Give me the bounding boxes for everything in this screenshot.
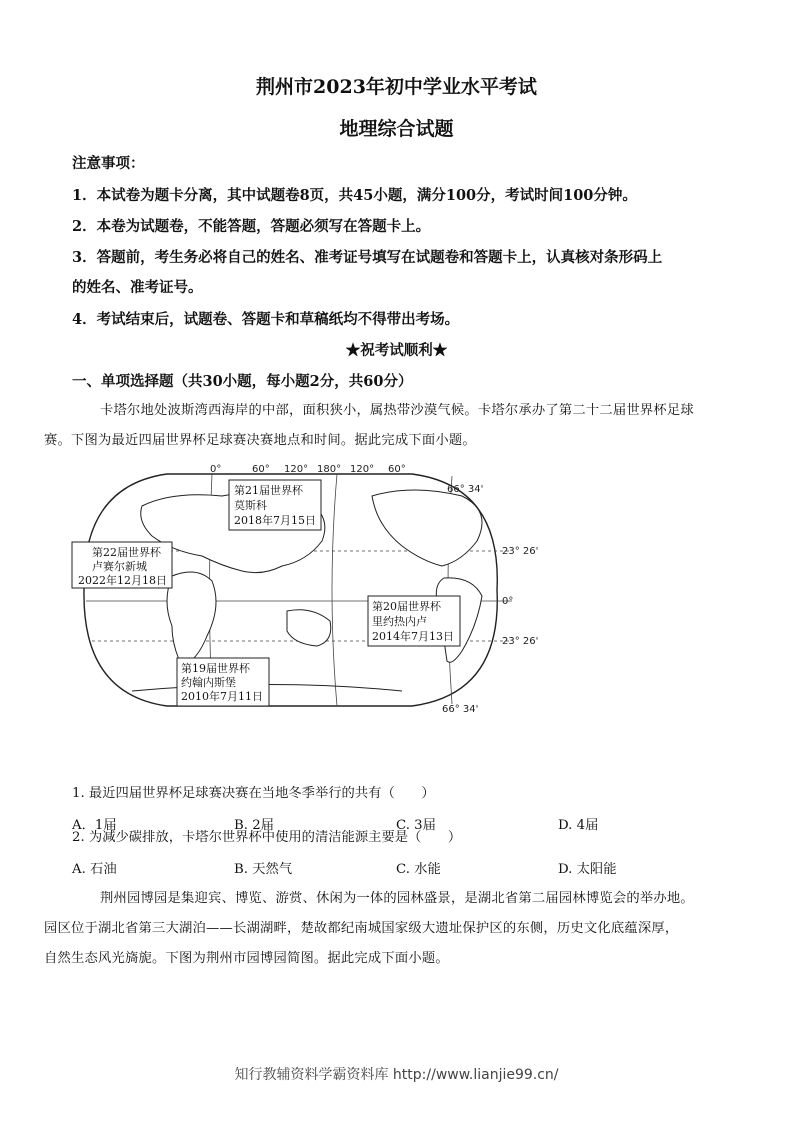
callout-date: 2014年7月13日 [372, 630, 454, 643]
callout-date: 2010年7月11日 [181, 690, 263, 703]
question-2-option-b[interactable]: B. 天然气 [234, 862, 293, 877]
lon-label: 180° [317, 464, 342, 475]
lon-label: 60° [252, 464, 270, 475]
passage-garden-expo [44, 884, 722, 974]
notice-heading: 注意事项： [72, 155, 145, 172]
lat-label: 23° 26' [502, 546, 539, 557]
notice-item: 的姓名、准考证号。 [72, 279, 203, 296]
question-1-option-c[interactable]: C. 3届 [396, 818, 436, 833]
lat-label: 66° 34' [447, 484, 484, 495]
callout-city: 卢赛尔新城 [92, 560, 147, 573]
passage-line: 卡塔尔地处波斯湾西海岸的中部，面积狭小，属热带沙漠气候。卡塔尔承办了第二十二届世界杯足球 [100, 403, 694, 418]
callout-date: 2018年7月15日 [234, 514, 316, 527]
callout-date: 2022年12月18日 [78, 574, 167, 587]
question-1-option-d[interactable]: D. 4届 [558, 818, 599, 833]
cheer-line: ★祝考试顺利★ [345, 342, 448, 359]
lon-label: 120° [284, 464, 309, 475]
passage-line: 赛。下图为最近四届世界杯足球赛决赛地点和时间。据此完成下面小题。 [44, 433, 476, 448]
passage-line: 园区位于湖北省第三大湖泊——长湖湖畔，楚故都纪南城国家级大遗址保护区的东侧，历史文化底蕴深厚， [44, 921, 679, 936]
passage-qatar [44, 396, 722, 456]
world-cup-map [72, 464, 539, 715]
question-2-option-c[interactable]: C. 水能 [396, 862, 441, 877]
lat-label: 66° 34' [442, 704, 479, 715]
callout-title: 第20届世界杯 [372, 600, 441, 613]
page-title: 荆州市2023年初中学业水平考试 [256, 76, 537, 98]
lat-label: 0° [502, 596, 514, 607]
lat-label: 23° 26' [502, 636, 539, 647]
footer-watermark[interactable]: 知行教辅资料学霸资料库 http://www.lianjie99.cn/ [234, 1067, 559, 1083]
callout-title: 第21届世界杯 [234, 484, 303, 497]
lon-label: 120° [350, 464, 375, 475]
question-2-stem: 2. 为减少碳排放，卡塔尔世界杯中使用的清洁能源主要是（ ） [72, 830, 462, 845]
callout-city: 里约热内卢 [372, 615, 427, 628]
question-1-option-b[interactable]: B. 2届 [234, 818, 274, 833]
callout-title: 第19届世界杯 [181, 662, 250, 675]
page-subtitle: 地理综合试题 [339, 118, 454, 140]
notice-item: 1．本试卷为题卡分离，其中试题卷8页，共45小题，满分100分，考试时间100分钟。 [72, 187, 637, 204]
question-2-option-a[interactable]: A. 石油 [72, 862, 117, 877]
callout-city: 约翰内斯堡 [181, 676, 236, 689]
lon-label: 60° [388, 464, 406, 475]
callout-city: 莫斯科 [234, 499, 267, 512]
notice-item: 2．本卷为试题卷，不能答题，答题必须写在答题卡上。 [72, 218, 431, 235]
notice-item: 3．答题前，考生务必将自己的姓名、准考证号填写在试题卷和答题卡上，认真核对条形码上 [72, 249, 663, 266]
callout-title: 第22届世界杯 [92, 546, 161, 559]
question-1-stem: 1. 最近四届世界杯足球赛决赛在当地冬季举行的共有（ ） [72, 786, 435, 801]
question-1-option-a[interactable]: A．1届 [72, 818, 117, 833]
passage-line: 荆州园博园是集迎宾、博览、游赏、休闲为一体的园林盛景，是湖北省第二届园林博览会的举办地。 [100, 891, 694, 906]
section-heading: 一、单项选择题（共30小题，每小题2分，共60分） [72, 373, 413, 390]
question-2-option-d[interactable]: D. 太阳能 [558, 862, 617, 877]
notice-item: 4．考试结束后，试题卷、答题卡和草稿纸均不得带出考场。 [72, 311, 460, 328]
passage-line: 自然生态风光旖旎。下图为荆州市园博园简图。据此完成下面小题。 [44, 951, 449, 966]
lon-label: 0° [210, 464, 222, 475]
